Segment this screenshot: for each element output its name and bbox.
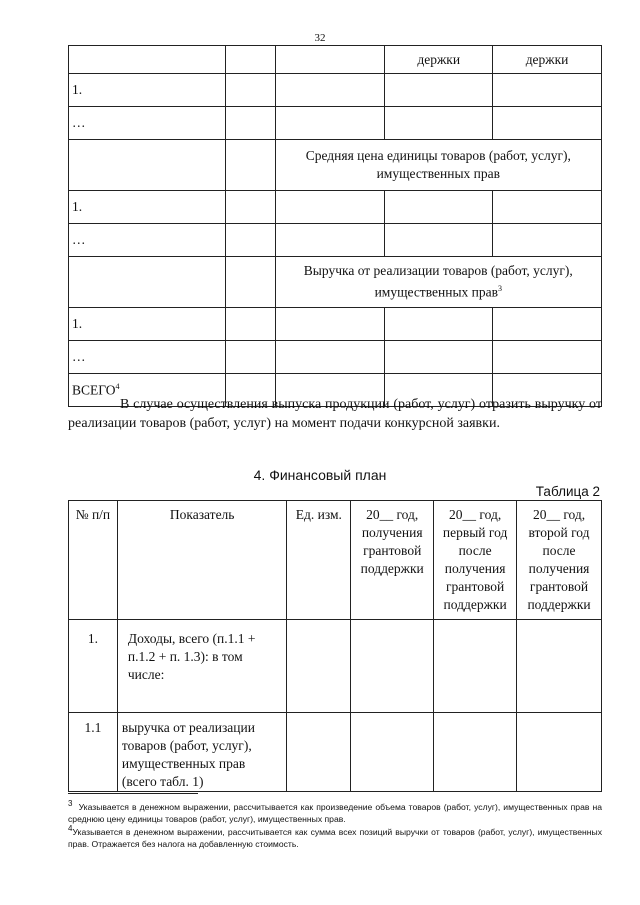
- table-row: [69, 620, 602, 713]
- header-cell: держки: [385, 46, 493, 74]
- indicator-cell: Доходы, всего (п.1.1 + п.1.2 + п. 1.3): в том числе:: [117, 620, 287, 713]
- header-cell: № п/п: [69, 501, 118, 620]
- footnote-ref: 4: [115, 381, 120, 391]
- section-title-revenue: Выручка от реализации товаров (работ, услуг), имущественных прав$^3$: [275, 257, 601, 308]
- row-number: 1.: [69, 308, 226, 341]
- table-row: [69, 713, 602, 792]
- indicator-cell: выручка от реализации товаров (работ, услуг), имущественных прав (всего табл. 1): [117, 713, 287, 792]
- header-cell: держки: [493, 46, 602, 74]
- products-table: [68, 45, 602, 407]
- table-header-row: [69, 501, 602, 620]
- row-number: …: [69, 107, 226, 140]
- row-number: 1.1: [69, 713, 118, 792]
- table-row: [69, 257, 602, 308]
- footnote-divider: [68, 793, 198, 794]
- table-row: [69, 46, 602, 74]
- row-number: 1.: [69, 74, 226, 107]
- financial-plan-table: [68, 500, 602, 792]
- table-caption: Таблица 2: [535, 484, 600, 499]
- header-cell: Ед. изм.: [287, 501, 351, 620]
- header-cell: Показатель: [117, 501, 287, 620]
- section-title-price: Средняя цена единицы товаров (работ, услуг), имущественных прав: [275, 140, 601, 191]
- total-label: ВСЕГО$^4$: [69, 374, 226, 407]
- row-number: …: [69, 224, 226, 257]
- table-row: [69, 224, 602, 257]
- header-cell: 20__ год, второй год после получения грантовой поддержки: [517, 501, 602, 620]
- table-row: [69, 341, 602, 374]
- footnote: $^4$Указывается в денежном выражении, рассчитывается как сумма всех позиций выручки от товаров (работ, услуг), имущественных прав. Отражается без налога на добавленную стоимость.: [68, 824, 602, 849]
- section-heading: 4. Финансовый план: [253, 467, 387, 483]
- table-row: [69, 140, 602, 191]
- row-number: …: [69, 341, 226, 374]
- table-row: [69, 107, 602, 140]
- row-number: 1.: [69, 191, 226, 224]
- paragraph: В случае осуществления выпуска продукции (работ, услуг) отразить выручку от реализации товаров (работ, услуг) на момент подачи конкурсной заявки.: [68, 397, 602, 431]
- header-cell: 20__ год, получения грантовой поддержки: [351, 501, 434, 620]
- footnote-ref: 3: [497, 284, 502, 294]
- table-row: [69, 191, 602, 224]
- page-number: 32: [314, 32, 326, 44]
- row-number: 1.: [69, 620, 118, 713]
- table-row: [69, 74, 602, 107]
- header-cell: 20__ год, первый год после получения грантовой поддержки: [434, 501, 517, 620]
- table-row: [69, 308, 602, 341]
- footnote: $^3$ Указывается в денежном выражении, рассчитывается как произведение объема товаров (работ, услуг), имущественных прав на среднюю цену единицы товаров (работ, услуг), имущественных прав.: [68, 799, 603, 824]
